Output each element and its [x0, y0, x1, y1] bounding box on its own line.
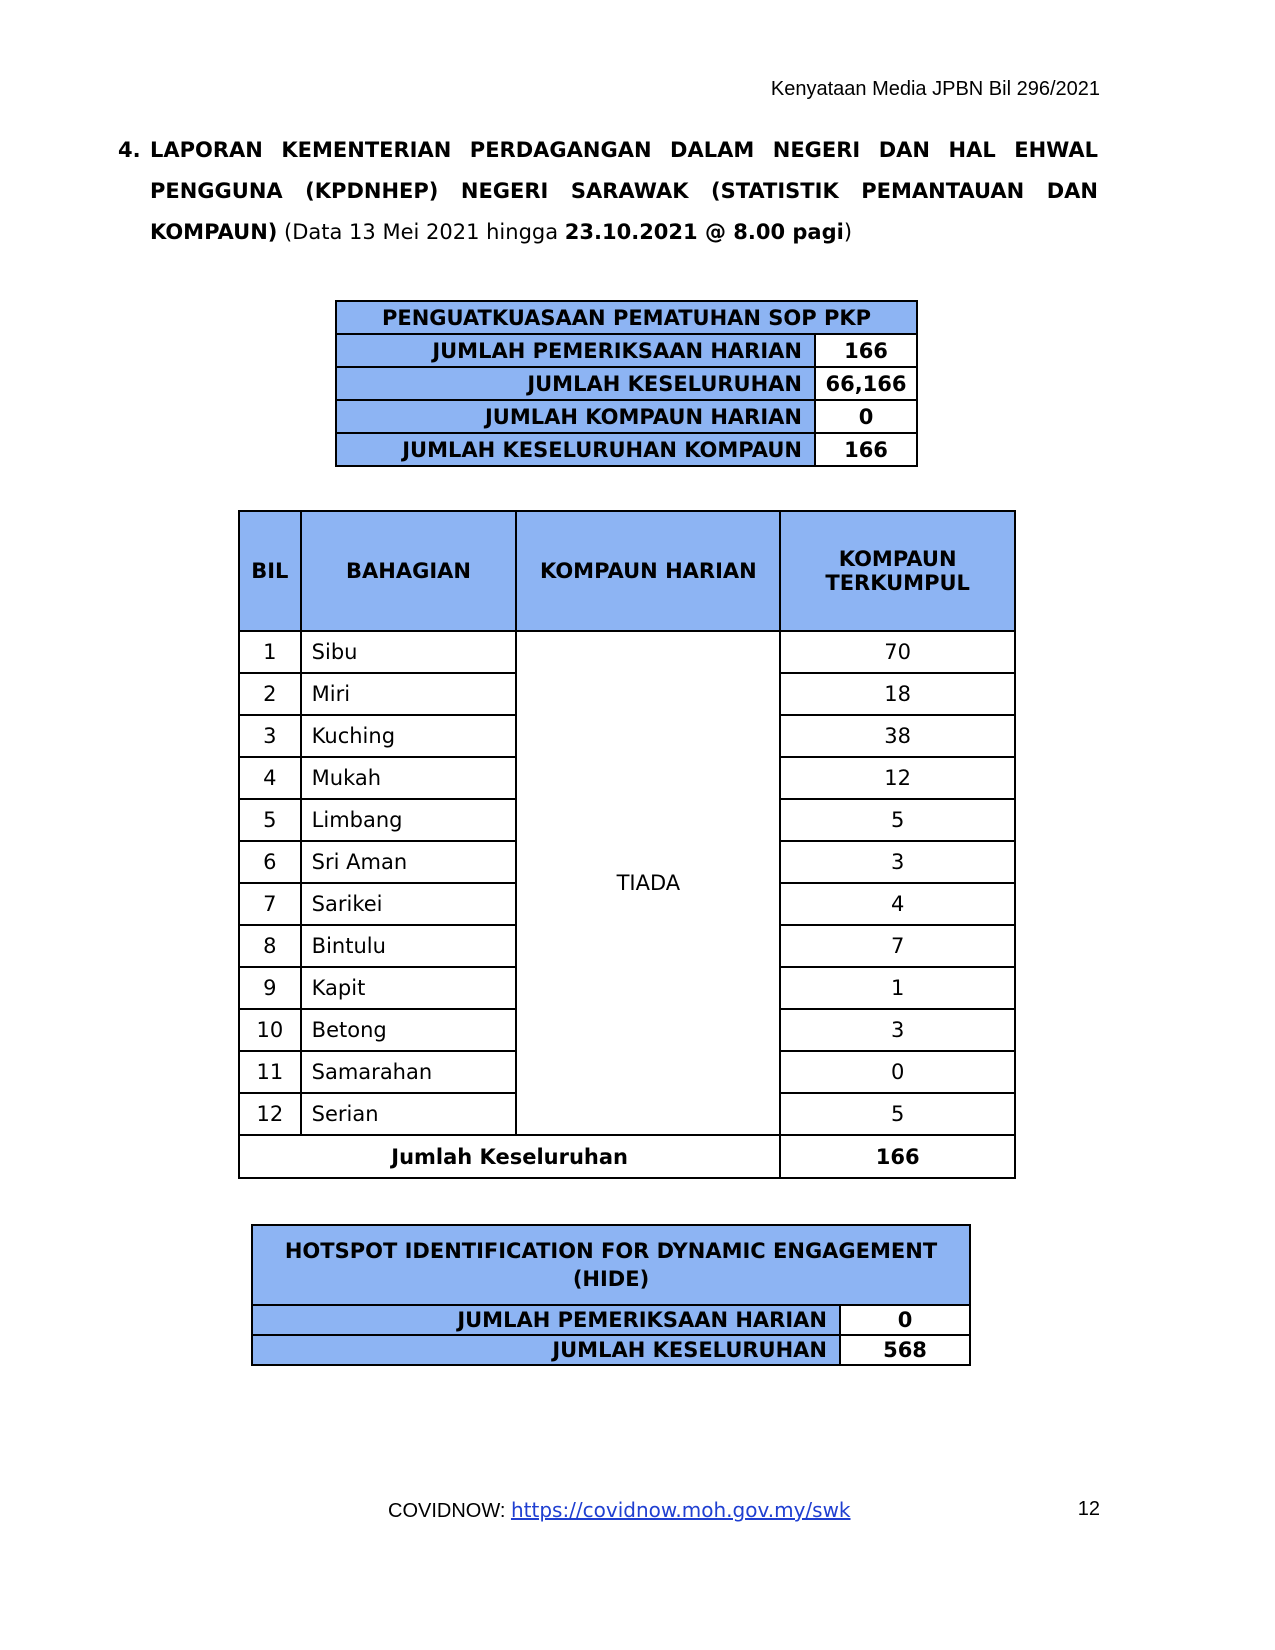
cell-bahagian: Miri — [301, 673, 517, 715]
cell-bahagian: Bintulu — [301, 925, 517, 967]
cell-bil: 11 — [239, 1051, 301, 1093]
header-bahagian: BAHAGIAN — [301, 511, 517, 631]
table-row — [336, 367, 917, 400]
heading-data-range: (Data 13 Mei 2021 hingga — [277, 220, 565, 244]
cell-kompaun-terkumpul: 7 — [780, 925, 1015, 967]
cell-kompaun-terkumpul: 3 — [780, 841, 1015, 883]
cell-bahagian: Sibu — [301, 631, 517, 673]
cell-bil: 8 — [239, 925, 301, 967]
sop-row-label: JUMLAH KESELURUHAN KOMPAUN — [336, 433, 815, 466]
cell-bil: 4 — [239, 757, 301, 799]
header-kompaun-terkumpul-line1: KOMPAUN — [838, 547, 957, 571]
footer-prefix: COVIDNOW: — [388, 1500, 511, 1522]
cell-kompaun-terkumpul: 18 — [780, 673, 1015, 715]
sop-row-label: JUMLAH KOMPAUN HARIAN — [336, 400, 815, 433]
cell-bil: 7 — [239, 883, 301, 925]
cell-bahagian: Sri Aman — [301, 841, 517, 883]
document-reference: Kenyataan Media JPBN Bil 296/2021 — [770, 78, 1100, 100]
heading-date: 23.10.2021 @ 8.00 pagi — [564, 220, 844, 244]
hide-table-title — [252, 1225, 970, 1305]
cell-kompaun-terkumpul: 3 — [780, 1009, 1015, 1051]
sop-row-value: 0 — [815, 400, 917, 433]
section-number: 4. — [118, 138, 141, 162]
heading-line-3-bold: KOMPAUN) — [150, 220, 278, 244]
table-row — [252, 1305, 970, 1335]
cell-kompaun-terkumpul: 1 — [780, 967, 1015, 1009]
division-compound-table — [238, 510, 1016, 1179]
total-label: Jumlah Keseluruhan — [239, 1135, 780, 1178]
cell-kompaun-terkumpul: 38 — [780, 715, 1015, 757]
cell-bahagian: Kapit — [301, 967, 517, 1009]
cell-bil: 5 — [239, 799, 301, 841]
table-row — [336, 334, 917, 367]
sop-row-label: JUMLAH KESELURUHAN — [336, 367, 815, 400]
hide-row-label: JUMLAH PEMERIKSAAN HARIAN — [252, 1305, 840, 1335]
cell-bil: 6 — [239, 841, 301, 883]
cell-bil: 1 — [239, 631, 301, 673]
covidnow-link[interactable]: https://covidnow.moh.gov.my/swk — [510, 1498, 851, 1522]
cell-kompaun-terkumpul: 5 — [780, 1093, 1015, 1135]
cell-kompaun-harian: TIADA — [516, 631, 780, 1135]
page-number: 12 — [1077, 1498, 1100, 1520]
sop-row-label: JUMLAH PEMERIKSAAN HARIAN — [336, 334, 815, 367]
footer — [388, 1498, 851, 1523]
cell-bahagian: Limbang — [301, 799, 517, 841]
hide-title-line1: HOTSPOT IDENTIFICATION FOR DYNAMIC ENGAGEMENT — [284, 1239, 938, 1263]
header-bil: BIL — [239, 511, 301, 631]
cell-bil: 12 — [239, 1093, 301, 1135]
cell-bil: 3 — [239, 715, 301, 757]
cell-bahagian: Mukah — [301, 757, 517, 799]
total-row — [239, 1135, 1015, 1178]
hide-table — [251, 1224, 971, 1366]
cell-kompaun-terkumpul: 70 — [780, 631, 1015, 673]
cell-bahagian: Betong — [301, 1009, 517, 1051]
sop-row-value: 166 — [815, 433, 917, 466]
section-heading — [118, 130, 1098, 253]
table-row — [336, 433, 917, 466]
cell-bahagian: Kuching — [301, 715, 517, 757]
sop-enforcement-table — [335, 300, 918, 467]
cell-kompaun-terkumpul: 12 — [780, 757, 1015, 799]
cell-bil: 10 — [239, 1009, 301, 1051]
heading-line-1: LAPORAN KEMENTERIAN PERDAGANGAN DALAM NEGERI DAN HAL EHWAL — [150, 138, 1098, 162]
hide-row-value: 0 — [840, 1305, 970, 1335]
sop-row-value: 66,166 — [815, 367, 917, 400]
cell-bahagian: Samarahan — [301, 1051, 517, 1093]
sop-table-title: PENGUATKUASAAN PEMATUHAN SOP PKP — [336, 301, 917, 334]
table-row — [252, 1335, 970, 1365]
cell-kompaun-terkumpul: 4 — [780, 883, 1015, 925]
sop-row-value: 166 — [815, 334, 917, 367]
hide-row-label: JUMLAH KESELURUHAN — [252, 1335, 840, 1365]
cell-bil: 9 — [239, 967, 301, 1009]
table-row — [239, 631, 1015, 673]
heading-line-3 — [150, 212, 1098, 253]
table-row — [336, 400, 917, 433]
header-kompaun-terkumpul-line2: TERKUMPUL — [825, 571, 970, 595]
total-value: 166 — [780, 1135, 1015, 1178]
header-kompaun-harian: KOMPAUN HARIAN — [516, 511, 780, 631]
heading-close: ) — [843, 220, 853, 244]
hide-row-value: 568 — [840, 1335, 970, 1365]
cell-kompaun-terkumpul: 5 — [780, 799, 1015, 841]
cell-bahagian: Serian — [301, 1093, 517, 1135]
cell-kompaun-terkumpul: 0 — [780, 1051, 1015, 1093]
heading-line-2: PENGGUNA (KPDNHEP) NEGERI SARAWAK (STATISTIK PEMANTAUAN DAN — [150, 179, 1098, 203]
header-kompaun-terkumpul — [780, 511, 1015, 631]
cell-bil: 2 — [239, 673, 301, 715]
hide-title-line2: (HIDE) — [572, 1267, 650, 1291]
cell-bahagian: Sarikei — [301, 883, 517, 925]
